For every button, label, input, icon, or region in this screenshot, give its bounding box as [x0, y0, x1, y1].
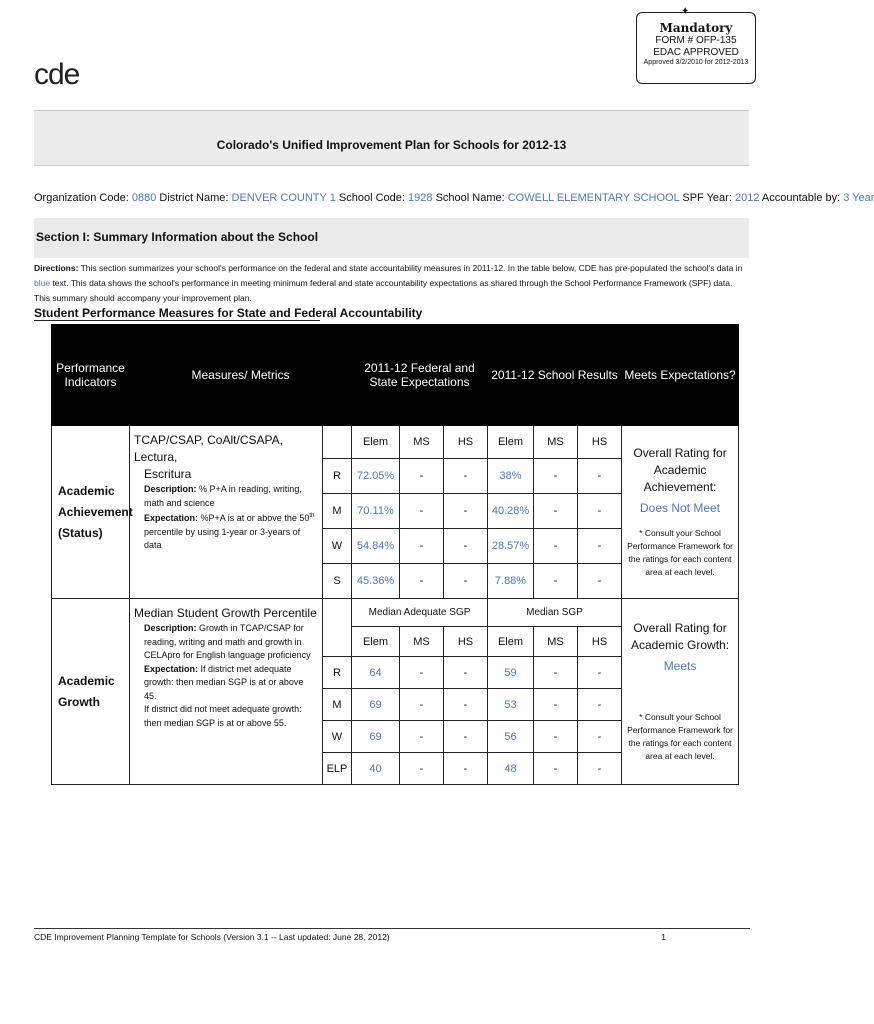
value-cell: 56 — [488, 721, 534, 753]
subject-cell: S — [323, 564, 352, 599]
spf-year-label: SPF Year: — [682, 192, 732, 204]
value-cell: - — [578, 753, 622, 785]
value-cell: - — [578, 657, 622, 689]
value-cell: 53 — [488, 689, 534, 721]
value-cell: 64 — [352, 657, 400, 689]
value-cell: - — [400, 753, 444, 785]
subject-cell: R — [323, 459, 352, 494]
col-hs: HS — [578, 627, 622, 657]
col-elem: Elem — [352, 426, 400, 459]
achievement-label: Academic Achievement (Status) — [52, 426, 130, 599]
value-cell: 40.28% — [488, 494, 534, 529]
title-bar — [34, 110, 749, 166]
achievement-exp-sup: th — [309, 513, 315, 519]
value-cell: - — [444, 721, 488, 753]
growth-rating-note: * Consult your School Performance Framework for the ratings for each content area at each level. — [627, 712, 733, 761]
value-cell: - — [400, 564, 444, 599]
growth-metric — [130, 599, 323, 785]
value-cell: - — [400, 657, 444, 689]
directions-label: Directions: — [34, 263, 79, 273]
value-cell: 28.57% — [488, 529, 534, 564]
subject-cell: W — [323, 529, 352, 564]
subject-cell: R — [323, 657, 352, 689]
header-results: 2011-12 School Results — [488, 325, 622, 426]
accountable-label: Accountable by: — [761, 192, 841, 204]
school-code: 1928 — [408, 192, 433, 204]
col-hs: HS — [444, 627, 488, 657]
value-cell: 72.05% — [352, 459, 400, 494]
school-code-label: School Code: — [338, 192, 405, 204]
achievement-desc-label: Description: — [144, 484, 197, 494]
value-cell: - — [578, 564, 622, 599]
stamp-ornament-icon: ✦ — [681, 6, 690, 17]
subject-cell: M — [323, 689, 352, 721]
growth-desc-label: Description: — [144, 623, 197, 633]
value-cell: 48 — [488, 753, 534, 785]
page-number: 1 — [661, 932, 666, 942]
value-cell: - — [578, 529, 622, 564]
growth-exp-label: Expectation: — [144, 663, 199, 674]
footer — [34, 928, 750, 942]
col-ms: MS — [534, 426, 578, 459]
achievement-rating-label: Overall Rating for Academic Achievement: — [633, 446, 727, 494]
school-name: COWELL ELEMENTARY SCHOOL — [507, 192, 680, 204]
spf-year: 2012 — [734, 192, 760, 204]
stamp-approved-date: Approved 3/2/2010 for 2012-2013 — [643, 59, 749, 66]
value-cell: 40 — [352, 753, 400, 785]
directions-blue-word: blue — [34, 278, 51, 288]
value-cell: 59 — [488, 657, 534, 689]
value-cell: - — [400, 459, 444, 494]
value-cell: - — [444, 564, 488, 599]
blank-cell — [323, 426, 352, 459]
growth-label: Academic Growth — [52, 599, 130, 785]
growth-sub-median: Median SGP — [488, 599, 622, 627]
value-cell: - — [444, 657, 488, 689]
section-header — [34, 218, 749, 258]
value-cell: - — [578, 494, 622, 529]
directions-text-1: This section summarizes your school's performance on the federal and state accountability measures in 2011-12. In the table below, CDE has pre-populated the school's data in — [78, 263, 743, 273]
col-elem: Elem — [488, 426, 534, 459]
growth-rating-label: Overall Rating for Academic Growth: — [631, 621, 730, 652]
col-hs: HS — [578, 426, 622, 459]
value-cell: 70.11% — [352, 494, 400, 529]
district-label: District Name: — [159, 192, 229, 204]
accountable-value: 3 Year — [843, 192, 874, 204]
value-cell: 69 — [352, 689, 400, 721]
subject-cell: M — [323, 494, 352, 529]
header-expectations: 2011-12 Federal and State Expectations — [352, 325, 488, 426]
achievement-desc: % P+A in reading, writing, math and science — [144, 484, 302, 508]
school-name-label: School Name: — [435, 192, 505, 204]
value-cell: - — [534, 753, 578, 785]
performance-table — [51, 324, 739, 785]
achievement-rating — [622, 426, 739, 599]
header-measures: Measures/ Metrics — [130, 325, 352, 426]
mandatory-stamp — [636, 6, 756, 84]
value-cell: - — [444, 753, 488, 785]
value-cell: - — [444, 689, 488, 721]
growth-sub-adequate: Median Adequate SGP — [352, 599, 488, 627]
achievement-exp-label: Expectation: — [144, 513, 199, 523]
value-cell: - — [444, 529, 488, 564]
org-code-label: Organization Code: — [34, 192, 129, 204]
stamp-form-number: FORM # OFP-135 — [655, 35, 737, 46]
achievement-rating-value: Does Not Meet — [640, 501, 721, 515]
organization-info — [34, 192, 874, 204]
achievement-rating-note: * Consult your School Performance Framework for the ratings for each content area at each level. — [627, 528, 733, 577]
value-cell: - — [534, 459, 578, 494]
col-ms: MS — [534, 627, 578, 657]
value-cell: - — [400, 721, 444, 753]
col-elem: Elem — [352, 627, 400, 657]
achievement-metric — [130, 426, 323, 599]
value-cell: - — [534, 494, 578, 529]
value-cell: - — [444, 494, 488, 529]
value-cell: 45.36% — [352, 564, 400, 599]
value-cell: - — [578, 459, 622, 494]
achievement-metric-title: TCAP/CSAP, CoAlt/CSAPA, Lectura, — [134, 433, 283, 464]
col-ms: MS — [400, 426, 444, 459]
value-cell: - — [444, 459, 488, 494]
value-cell: - — [578, 721, 622, 753]
page-title: Colorado's Unified Improvement Plan for Schools for 2012-13 — [216, 138, 567, 152]
blank-cell — [323, 599, 352, 657]
growth-desc: Growth in TCAP/CSAP for reading, writing and math and growth in CELApro for English language proficiency — [144, 623, 311, 660]
header-meets: Meets Expectations? — [622, 325, 739, 426]
growth-exp-b: If district did not meet adequate growth: then median SGP is at or above 55. — [144, 704, 302, 728]
value-cell: 7.88% — [488, 564, 534, 599]
org-code: 0880 — [131, 192, 157, 204]
col-elem: Elem — [488, 627, 534, 657]
achievement-exp-a: %P+A is at or above the 50 — [198, 513, 310, 523]
district-name: DENVER COUNTY 1 — [231, 192, 336, 204]
achievement-exp-b: percentile by using 1-year or 3-years of data — [144, 526, 301, 550]
value-cell: 54.84% — [352, 529, 400, 564]
growth-metric-title: Median Student Growth Percentile — [134, 606, 317, 620]
value-cell: - — [534, 721, 578, 753]
value-cell: - — [578, 689, 622, 721]
stamp-approved: EDAC APPROVED — [653, 47, 739, 58]
subject-cell: ELP — [323, 753, 352, 785]
value-cell: 38% — [488, 459, 534, 494]
value-cell: - — [534, 529, 578, 564]
table-title: Student Performance Measures for State and Federal Accountability — [34, 306, 423, 320]
section-title: Section I: Summary Information about the School — [36, 230, 319, 244]
value-cell: 69 — [352, 721, 400, 753]
col-hs: HS — [444, 426, 488, 459]
table-title-underline — [34, 320, 320, 321]
footer-text: CDE Improvement Planning Template for Schools (Version 3.1 -- Last updated: June 28, 2012) — [34, 932, 390, 942]
achievement-col-header-row — [52, 426, 739, 459]
directions-text-2: text. This data shows the school's performance in meeting minimum federal and state accountability expectations as shared through the School Performance Framework (SPF) data. This summary should accompany your improvement plan. — [34, 278, 733, 303]
value-cell: - — [534, 657, 578, 689]
growth-rating-value: Meets — [663, 659, 697, 673]
table-header-row — [52, 325, 739, 426]
value-cell: - — [400, 689, 444, 721]
growth-rating — [622, 599, 739, 785]
achievement-metric-title-2: Escritura — [144, 467, 192, 481]
header-performance-indicators: Performance Indicators — [52, 325, 130, 426]
cde-logo: cde — [34, 58, 80, 91]
growth-exp-a: If district met adequate growth: then median SGP is at or above 45. — [144, 663, 304, 701]
directions — [34, 261, 750, 306]
value-cell: - — [534, 689, 578, 721]
col-ms: MS — [400, 627, 444, 657]
value-cell: - — [400, 494, 444, 529]
stamp-title: Mandatory — [659, 21, 733, 35]
growth-subheader-row — [52, 599, 739, 627]
value-cell: - — [534, 564, 578, 599]
value-cell: - — [400, 529, 444, 564]
subject-cell: W — [323, 721, 352, 753]
